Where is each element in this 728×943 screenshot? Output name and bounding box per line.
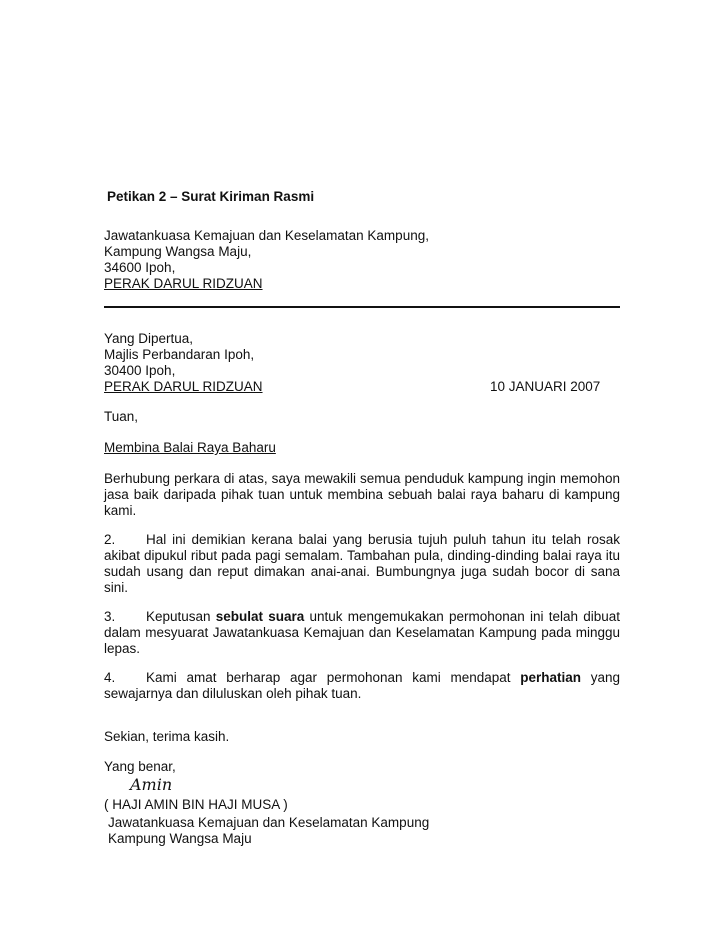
- recipient-line-3: 30400 Ipoh,: [104, 363, 176, 378]
- paragraph-text: Hal ini demikian kerana balai yang berusia tujuh puluh tahun itu telah rosak akibat dipukul ribut pada pagi semalam. Tambahan pula, dinding-dinding balai raya itu sudah usang dan reput dimakan anai-anai. Bumbungnya juga sudah bocor di sana sini.: [104, 532, 620, 595]
- signature-script: Amin: [130, 775, 173, 794]
- sender-state-line: [104, 276, 620, 292]
- paragraph-text: Kami amat berharap agar permohonan kami mendapat perhatian yang sewajarnya dan diluluskan oleh pihak tuan.: [104, 670, 620, 701]
- salutation: Tuan,: [104, 409, 139, 424]
- body-paragraph-4: [104, 670, 620, 702]
- letter-content: [104, 189, 620, 847]
- body-paragraph-2: [104, 532, 620, 596]
- recipient-line-2: Majlis Perbandaran Ipoh,: [104, 347, 255, 362]
- paragraph-text: Keputusan sebulat suara untuk mengemukakan permohonan ini telah dibuat dalam mesyuarat Jawatankuasa Kemajuan dan Keselamatan Kampung pada minggu lepas.: [104, 609, 620, 656]
- sender-line-3: 34600 Ipoh,: [104, 260, 176, 275]
- letter-date: 10 JANUARI 2007: [490, 379, 601, 394]
- recipient-state-text: PERAK DARUL RIDZUAN: [104, 379, 263, 394]
- recipient-state-line: [104, 379, 620, 395]
- signatory-name: ( HAJI AMIN BIN HAJI MUSA ): [104, 797, 288, 812]
- paragraph-number: 4.: [104, 670, 116, 685]
- subject-line: Membina Balai Raya Baharu: [104, 440, 276, 455]
- sender-address: [104, 228, 620, 292]
- sender-line-1: Jawatankuasa Kemajuan dan Keselamatan Kampung,: [104, 228, 429, 243]
- paragraph-text: Berhubung perkara di atas, saya mewakili semua penduduk kampung ingin memohon jasa baik daripada pihak tuan untuk membina sebuah balai raya baharu di kampung kami.: [104, 471, 620, 518]
- closing-line: Sekian, terima kasih.: [104, 729, 230, 744]
- paragraph-number: 2.: [104, 532, 116, 547]
- sender-state-text: PERAK DARUL RIDZUAN: [104, 276, 263, 291]
- sender-line-2: Kampung Wangsa Maju,: [104, 244, 252, 259]
- recipient-line-1: Yang Dipertua,: [104, 331, 194, 346]
- divider-line: [104, 306, 620, 308]
- page-title: Petikan 2 – Surat Kiriman Rasmi: [107, 189, 315, 204]
- body-paragraph-1: [104, 471, 620, 519]
- signoff-line: Yang benar,: [104, 759, 176, 774]
- recipient-address: [104, 331, 620, 395]
- body-paragraph-3: [104, 609, 620, 657]
- paragraph-number: 3.: [104, 609, 116, 624]
- signatory-place: Kampung Wangsa Maju: [108, 831, 252, 846]
- signatory-org: Jawatankuasa Kemajuan dan Keselamatan Kampung: [108, 815, 430, 830]
